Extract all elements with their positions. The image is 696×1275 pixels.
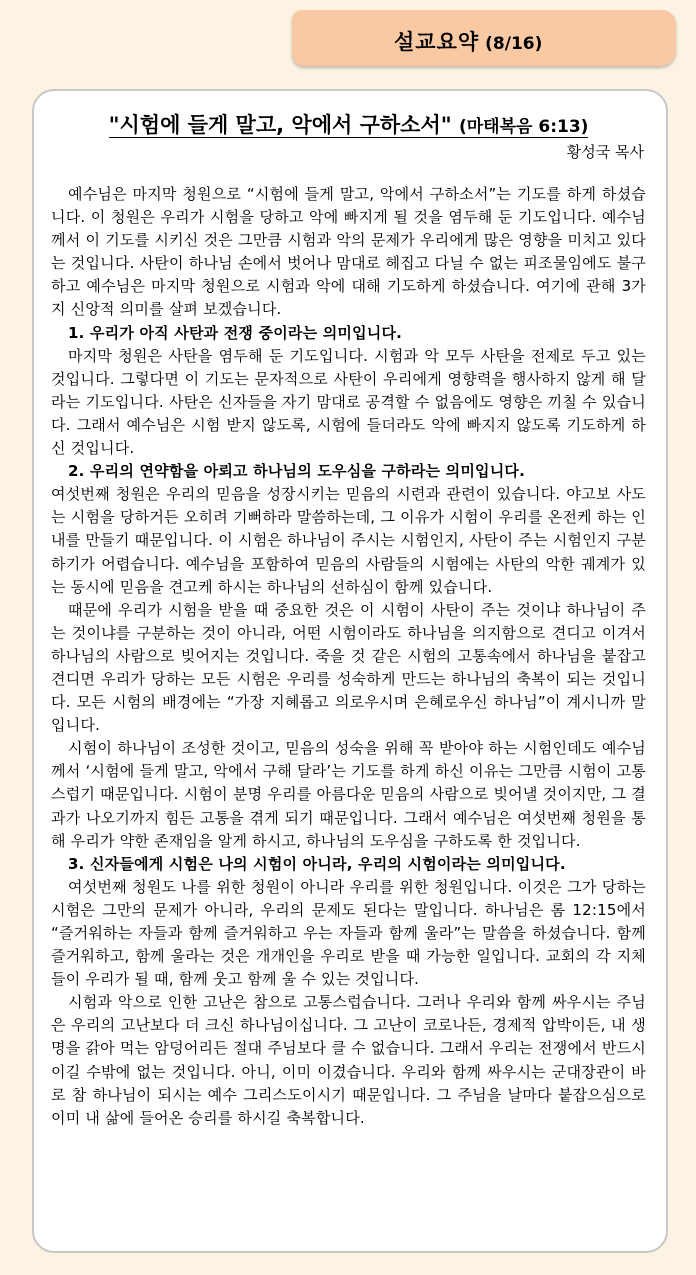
header-title: 설교요약	[394, 30, 480, 54]
point-3-paragraph-2: 시험과 악으로 인한 고난은 참으로 고통스럽습니다. 그러나 우리와 함께 싸우시는 주님은 우리의 고난보다 더 크신 하나님이십니다. 그 고난이 코로나든, 경제적 압박이든, 내 생명을 갉아 먹는 암덩어리든 절대 주님보다 클 수 없습니다. 그래서 우리는 전쟁에서 반드시 이길 수밖에 없는 것입니다. 아니, 이미 이겼습니다. 우리와 함께 싸우시는 군대장관이 바로 참 하나님이 되시는 예수 그리스도이시기 때문입니다. 그 주님을 날마다 붙잡으심으로 이미 내 삶에 들어온 승리를 하시길 축복합니다.	[51, 993, 646, 1127]
sermon-body	[51, 183, 646, 1130]
scripture-reference: (마태복음 6:13)	[458, 117, 589, 137]
point-1-paragraph: 마지막 청원은 사탄을 염두해 둔 기도입니다. 시험과 악 모두 사탄을 전제로 두고 있는 것입니다. 그렇다면 이 기도는 문자적으로 사탄이 우리에게 영향력을 행사하지 않게 해 달라는 기도입니다. 사탄은 신자들을 자기 맘대로 공격할 수 없음에도 영향은 끼칠 수 있습니다. 그래서 예수님은 시험 받지 않도록, 시험에 들더라도 악에 빠지지 않도록 기도하게 하신 것입니다.	[51, 346, 646, 458]
sermon-title-text: "시험에 들게 말고, 악에서 구하소서"	[108, 113, 452, 137]
sermon-title-main	[109, 113, 589, 138]
point-2-paragraph-3: 시험이 하나님이 조성한 것이고, 믿음의 성숙을 위해 꼭 받아야 하는 시험인데도 예수님께서 ‘시험에 들게 말고, 악에서 구해 달라’는 기도를 하게 하신 이유는 그만큼 시험이 고통스럽기 때문입니다. 시험이 분명 우리를 아름다운 믿음의 사람으로 빚어낼 것이지만, 그 결과가 나오기까지 힘든 고통을 겪게 되기 때문입니다. 그래서 예수님은 여섯번째 청원을 통해 우리가 약한 존재임을 알게 하시고, 하나님의 도우심을 구하도록 한 것입니다.	[51, 739, 646, 850]
header-tab	[292, 10, 676, 66]
sermon-card	[32, 89, 668, 1253]
sermon-author: 황성국 목사	[566, 143, 644, 161]
point-3-heading: 3. 신자들에게 시험은 나의 시험이 아니라, 우리의 시험이라는 의미입니다.	[68, 854, 566, 873]
point-2-heading: 2. 우리의 연약함을 아뢰고 하나님의 도우심을 구하라는 의미입니다.	[68, 462, 526, 481]
intro-paragraph: 예수님은 마지막 청원으로 “시험에 들게 말고, 악에서 구하소서”는 기도를 하게 하셨습니다. 이 청원은 우리가 시험을 당하고 악에 빠지게 될 것을 염두해 둔 기도입니다. 예수님께서 이 기도를 시키신 것은 그만큼 시험과 악의 문제가 우리에게 많은 영향을 미치고 있다는 것입니다. 사탄이 하나님 손에서 벗어나 맘대로 헤집고 다닐 수 없는 피조물임에도 불구하고 예수님은 마지막 청원으로 시험과 악에 대해 기도하게 하셨습니다. 여기에 관해 3가지 신앙적 의미를 살펴 보겠습니다.	[51, 185, 646, 319]
header-date: (8/16)	[485, 34, 543, 54]
point-1-heading: 1. 우리가 아직 사탄과 전쟁 중이라는 의미입니다.	[68, 323, 403, 342]
sermon-title	[51, 111, 646, 141]
point-2-paragraph-1: 여섯번째 청원은 우리의 믿음을 성장시키는 믿음의 시련과 관련이 있습니다. 야고보 사도는 시험을 당하거든 오히려 기뻐하라 말씀하는데, 그 이유가 시험이 우리를 온전케 하는 인내를 만들기 때문입니다. 이 시험은 하나님이 주시는 시험인지, 사탄이 주는 시험인지 구분하기가 어렵습니다. 예수님을 포함하여 믿음의 사람들의 시험에는 사탄의 악한 궤계가 있는 동시에 믿음을 견고케 하시는 하나님의 선하심이 함께 있습니다.	[51, 485, 646, 596]
point-3-paragraph-1: 여섯번째 청원도 나를 위한 청원이 아니라 우리를 위한 청원입니다. 이것은 그가 당하는 시험은 그만의 문제가 아니라, 우리의 문제도 된다는 말입니다. 하나님은 롬 12:15에서 “즐거워하는 자들과 함께 즐거워하고 우는 자들과 함께 울라”는 말씀을 하셨습니다. 함께 즐거워하고, 함께 울라는 것은 개개인을 우리로 받을 때 가능한 일입니다. 교회의 각 지체들이 우리가 될 때, 함께 웃고 함께 울 수 있는 것입니다.	[51, 877, 646, 989]
point-2-paragraph-2: 때문에 우리가 시험을 받을 때 중요한 것은 이 시험이 사탄이 주는 것이냐 하나님이 주는 것이냐를 구분하는 것이 아니라, 어떤 시험이라도 하나님을 의지함으로 견디고 이겨서 하나님의 사람으로 빚어지는 것입니다. 죽을 것 같은 시험의 고통속에서 하나님을 붙잡고 견디면 우리가 당하는 모든 시험은 우리를 성숙하게 만드는 하나님의 축복이 되는 것입니다. 모든 시험의 배경에는 “가장 지혜롭고 의로우시며 은혜로우신 하나님”이 계시니까 말입니다.	[51, 600, 646, 735]
